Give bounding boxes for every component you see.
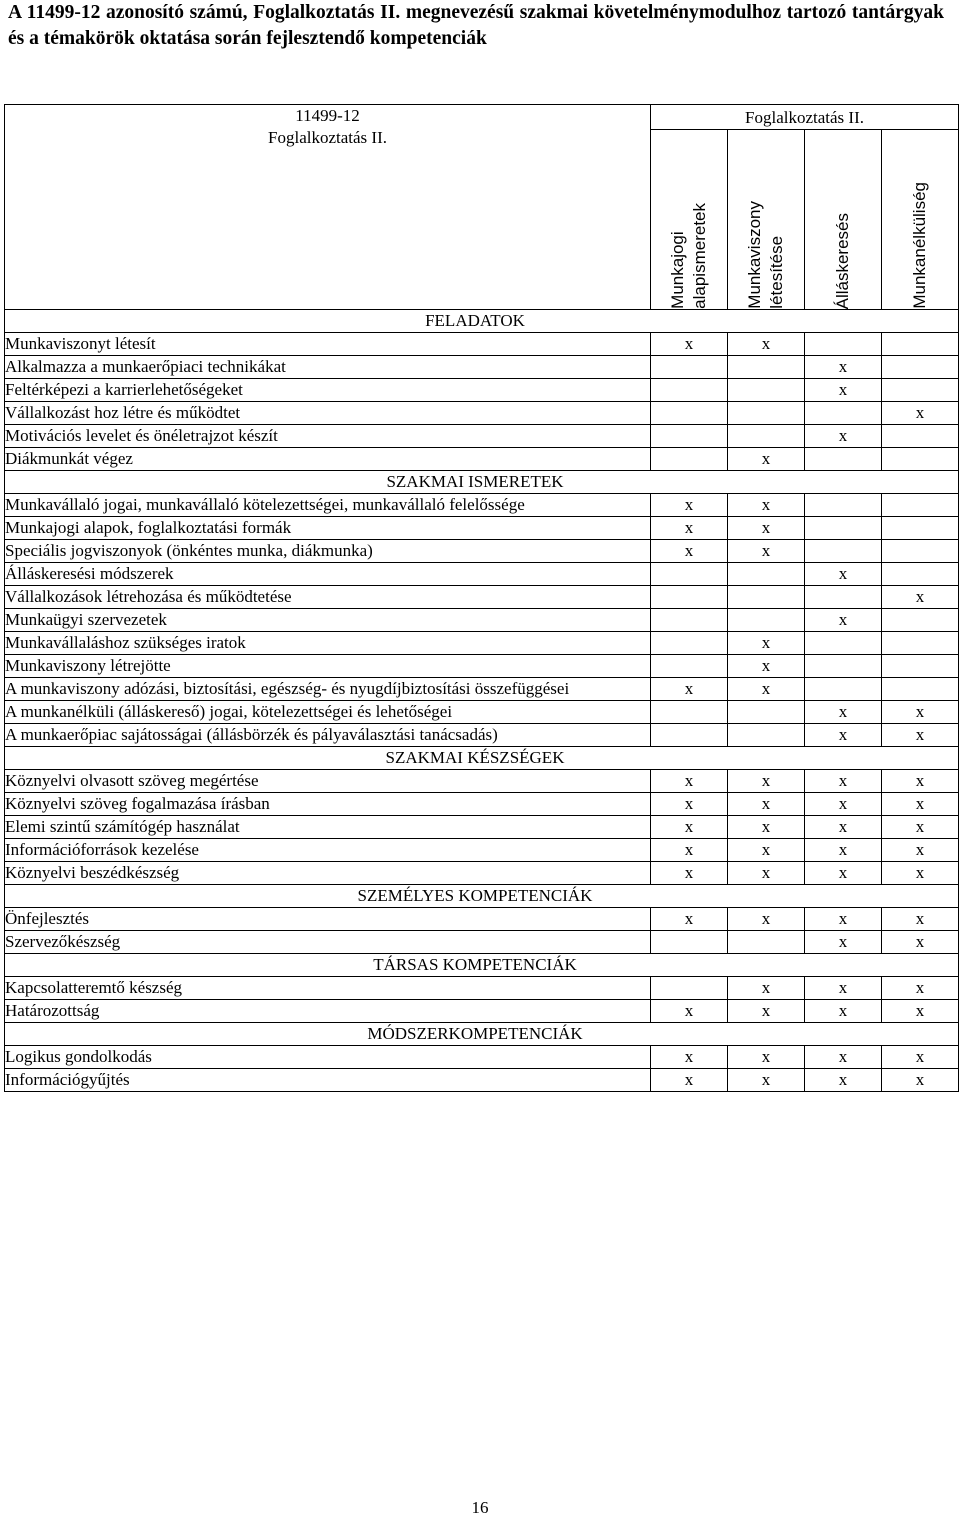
competency-mark: x: [805, 1069, 882, 1092]
competency-mark: [882, 448, 959, 471]
competency-label: Szervezőkészség: [5, 931, 651, 954]
module-header-cell: [5, 105, 651, 310]
topic-header-line: Álláskeresés: [833, 212, 852, 309]
topic-header-cell: [882, 130, 959, 310]
competency-label: Munkaviszonyt létesít: [5, 333, 651, 356]
competency-mark: x: [805, 793, 882, 816]
competency-mark: x: [728, 770, 805, 793]
competency-mark: x: [882, 931, 959, 954]
competency-mark: x: [805, 724, 882, 747]
competency-label: A munkaerőpiac sajátosságai (állásbörzék és pályaválasztási tanácsadás): [5, 724, 651, 747]
competency-mark: x: [805, 816, 882, 839]
competency-mark: [728, 609, 805, 632]
competency-mark: x: [651, 517, 728, 540]
competency-mark: [651, 701, 728, 724]
competency-mark: x: [728, 862, 805, 885]
competency-mark: [882, 632, 959, 655]
competency-mark: x: [882, 1000, 959, 1023]
competency-row: [5, 563, 959, 586]
competency-mark: [728, 402, 805, 425]
competency-mark: x: [805, 1000, 882, 1023]
competency-mark: [651, 632, 728, 655]
competency-mark: x: [728, 655, 805, 678]
competency-row: [5, 931, 959, 954]
competency-mark: [882, 425, 959, 448]
section-title: [5, 954, 959, 977]
module-name: Foglalkoztatás II.: [268, 128, 387, 147]
competency-mark: x: [882, 862, 959, 885]
competency-mark: [805, 333, 882, 356]
competency-mark: x: [728, 1000, 805, 1023]
competency-mark: [805, 540, 882, 563]
page-number: 16: [471, 1498, 489, 1517]
competency-mark: x: [882, 816, 959, 839]
competency-label: Kapcsolatteremtő készség: [5, 977, 651, 1000]
competency-mark: [651, 655, 728, 678]
competency-row: [5, 862, 959, 885]
competency-mark: [651, 724, 728, 747]
competency-mark: x: [882, 701, 959, 724]
competency-row: [5, 793, 959, 816]
section-title-text: MÓDSZERKOMPETENCIÁK: [367, 1024, 583, 1043]
competency-label: Munkaviszony létrejötte: [5, 655, 651, 678]
competency-row: [5, 816, 959, 839]
competency-mark: [882, 333, 959, 356]
competency-mark: [805, 517, 882, 540]
section-title: [5, 1023, 959, 1046]
section-header-row: [5, 747, 959, 770]
competency-mark: x: [882, 1046, 959, 1069]
competency-row: [5, 448, 959, 471]
competency-mark: [882, 379, 959, 402]
competency-mark: x: [882, 977, 959, 1000]
competency-mark: [651, 448, 728, 471]
competency-mark: [651, 586, 728, 609]
topic-header-line: létesítése: [767, 236, 786, 309]
topic-header-line: Munkajogi: [668, 231, 687, 309]
competency-mark: x: [651, 333, 728, 356]
section-title: [5, 471, 959, 494]
section-header-row: [5, 471, 959, 494]
competency-row: [5, 908, 959, 931]
competency-row: [5, 724, 959, 747]
competency-mark: x: [805, 862, 882, 885]
competency-mark: x: [805, 1046, 882, 1069]
competency-label: Alkalmazza a munkaerőpiaci technikákat: [5, 356, 651, 379]
competency-label: Logikus gondolkodás: [5, 1046, 651, 1069]
competency-label: Vállalkozást hoz létre és működtet: [5, 402, 651, 425]
competency-mark: [805, 448, 882, 471]
section-header-row: [5, 885, 959, 908]
competency-mark: x: [728, 517, 805, 540]
competency-mark: x: [882, 770, 959, 793]
competency-mark: x: [728, 333, 805, 356]
document-title: A 11499-12 azonosító számú, Foglalkoztatás II. megnevezésű szakmai követelménymodulhoz tartozó tantárgyak és a témakörök oktatása során fejlesztendő kompetenciák: [8, 2, 944, 49]
subject-header-row: [5, 105, 959, 130]
topic-header-cell: [805, 130, 882, 310]
competency-mark: x: [651, 770, 728, 793]
topic-header-label: [744, 201, 788, 309]
competency-mark: x: [882, 724, 959, 747]
competency-label: Köznyelvi szöveg fogalmazása írásban: [5, 793, 651, 816]
competency-label: A munkaviszony adózási, biztosítási, egészség- és nyugdíjbiztosítási összefüggései: [5, 678, 651, 701]
section-header-row: [5, 954, 959, 977]
section-title: [5, 885, 959, 908]
competency-label: Motivációs levelet és önéletrajzot készít: [5, 425, 651, 448]
section-header-row: [5, 310, 959, 333]
competency-row: [5, 356, 959, 379]
competency-mark: x: [651, 540, 728, 563]
topic-header-line: Munkaviszony: [745, 201, 764, 309]
section-title-text: TÁRSAS KOMPETENCIÁK: [373, 955, 577, 974]
competency-label: Elemi szintű számítógép használat: [5, 816, 651, 839]
competency-row: [5, 1069, 959, 1092]
competency-mark: [882, 517, 959, 540]
competency-mark: [805, 632, 882, 655]
competency-mark: [651, 356, 728, 379]
competency-mark: x: [728, 448, 805, 471]
competency-mark: x: [805, 839, 882, 862]
competency-mark: [805, 655, 882, 678]
competency-mark: x: [728, 908, 805, 931]
topic-header-label: [667, 203, 711, 309]
section-title: [5, 310, 959, 333]
topic-header-cell: [651, 130, 728, 310]
topic-header-line: Munkanélküliség: [910, 182, 930, 309]
competency-mark: x: [651, 839, 728, 862]
section-header-row: [5, 1023, 959, 1046]
competency-mark: [805, 494, 882, 517]
competency-mark: x: [651, 494, 728, 517]
competency-mark: x: [882, 908, 959, 931]
section-title-text: SZAKMAI KÉSZSÉGEK: [385, 748, 565, 767]
competency-mark: [728, 379, 805, 402]
subject-name: Foglalkoztatás II.: [745, 108, 864, 127]
competency-mark: [728, 425, 805, 448]
competency-mark: x: [651, 1046, 728, 1069]
topic-header-line: alapismeretek: [690, 203, 709, 309]
competency-mark: x: [805, 701, 882, 724]
competency-row: [5, 839, 959, 862]
competency-label: Önfejlesztés: [5, 908, 651, 931]
competency-mark: [882, 540, 959, 563]
competency-label: Köznyelvi olvasott szöveg megértése: [5, 770, 651, 793]
competency-row: [5, 678, 959, 701]
competency-mark: x: [728, 839, 805, 862]
subject-name-cell: [651, 105, 959, 130]
competency-mark: x: [805, 609, 882, 632]
competency-row: [5, 977, 959, 1000]
competency-label: Speciális jogviszonyok (önkéntes munka, diákmunka): [5, 540, 651, 563]
competency-mark: x: [882, 839, 959, 862]
competency-mark: [651, 402, 728, 425]
competency-mark: [805, 678, 882, 701]
competency-row: [5, 632, 959, 655]
competency-mark: x: [728, 632, 805, 655]
competency-row: [5, 701, 959, 724]
competency-mark: [882, 609, 959, 632]
competency-mark: x: [805, 563, 882, 586]
competency-mark: x: [651, 793, 728, 816]
competency-label: Munkajogi alapok, foglalkoztatási formák: [5, 517, 651, 540]
competency-mark: [728, 586, 805, 609]
competency-label: A munkanélküli (álláskereső) jogai, kötelezettségei és lehetőségei: [5, 701, 651, 724]
competency-label: Munkavállaló jogai, munkavállaló kötelezettségei, munkavállaló felelőssége: [5, 494, 651, 517]
competency-label: Információforrások kezelése: [5, 839, 651, 862]
competency-row: [5, 540, 959, 563]
topic-header-cell: [728, 130, 805, 310]
competency-mark: x: [805, 931, 882, 954]
competency-mark: x: [805, 379, 882, 402]
competency-mark: x: [651, 1069, 728, 1092]
competency-mark: [728, 724, 805, 747]
competency-mark: x: [728, 1046, 805, 1069]
competency-row: [5, 609, 959, 632]
competency-row: [5, 379, 959, 402]
competency-mark: [651, 609, 728, 632]
competency-mark: [728, 931, 805, 954]
competency-mark: x: [651, 862, 728, 885]
competency-row: [5, 517, 959, 540]
competency-mark: [651, 977, 728, 1000]
topic-header-label: [832, 213, 854, 309]
competency-label: Munkavállaláshoz szükséges iratok: [5, 632, 651, 655]
competency-label: Köznyelvi beszédkészség: [5, 862, 651, 885]
topic-header-label: [909, 182, 931, 309]
section-title-text: FELADATOK: [425, 311, 525, 330]
competency-label: Vállalkozások létrehozása és működtetése: [5, 586, 651, 609]
competency-row: [5, 494, 959, 517]
competency-label: Információgyűjtés: [5, 1069, 651, 1092]
competency-mark: x: [728, 793, 805, 816]
competency-row: [5, 770, 959, 793]
competency-row: [5, 425, 959, 448]
competency-mark: [882, 356, 959, 379]
competency-mark: [651, 379, 728, 402]
section-title: [5, 747, 959, 770]
competency-row: [5, 586, 959, 609]
competency-mark: x: [728, 816, 805, 839]
competency-label: Diákmunkát végez: [5, 448, 651, 471]
competency-mark: x: [882, 402, 959, 425]
section-title-text: SZAKMAI ISMERETEK: [386, 472, 564, 491]
competency-mark: x: [728, 977, 805, 1000]
module-code: 11499-12: [295, 106, 360, 125]
competency-mark: [651, 931, 728, 954]
competency-mark: [882, 678, 959, 701]
competency-table: [4, 104, 959, 1092]
competency-mark: [882, 655, 959, 678]
competency-mark: [805, 402, 882, 425]
competency-mark: x: [651, 816, 728, 839]
competency-mark: x: [805, 425, 882, 448]
competency-mark: [651, 563, 728, 586]
competency-mark: [882, 494, 959, 517]
competency-mark: x: [651, 678, 728, 701]
competency-mark: [728, 563, 805, 586]
competency-row: [5, 1046, 959, 1069]
competency-mark: [651, 425, 728, 448]
competency-mark: [728, 701, 805, 724]
competency-mark: x: [728, 678, 805, 701]
competency-mark: x: [805, 908, 882, 931]
competency-mark: x: [882, 793, 959, 816]
competency-mark: x: [651, 1000, 728, 1023]
competency-mark: x: [728, 494, 805, 517]
competency-label: Munkaügyi szervezetek: [5, 609, 651, 632]
competency-mark: [882, 563, 959, 586]
competency-label: Határozottság: [5, 1000, 651, 1023]
section-title-text: SZEMÉLYES KOMPETENCIÁK: [357, 886, 593, 905]
competency-row: [5, 655, 959, 678]
competency-label: Álláskeresési módszerek: [5, 563, 651, 586]
competency-mark: [805, 586, 882, 609]
competency-row: [5, 333, 959, 356]
competency-mark: x: [805, 977, 882, 1000]
competency-row: [5, 402, 959, 425]
competency-mark: x: [728, 1069, 805, 1092]
competency-mark: x: [882, 1069, 959, 1092]
competency-mark: x: [805, 356, 882, 379]
competency-mark: x: [651, 908, 728, 931]
competency-row: [5, 1000, 959, 1023]
competency-mark: x: [882, 586, 959, 609]
competency-label: Feltérképezi a karrierlehetőségeket: [5, 379, 651, 402]
competency-mark: x: [728, 540, 805, 563]
competency-mark: x: [805, 770, 882, 793]
competency-mark: [728, 356, 805, 379]
